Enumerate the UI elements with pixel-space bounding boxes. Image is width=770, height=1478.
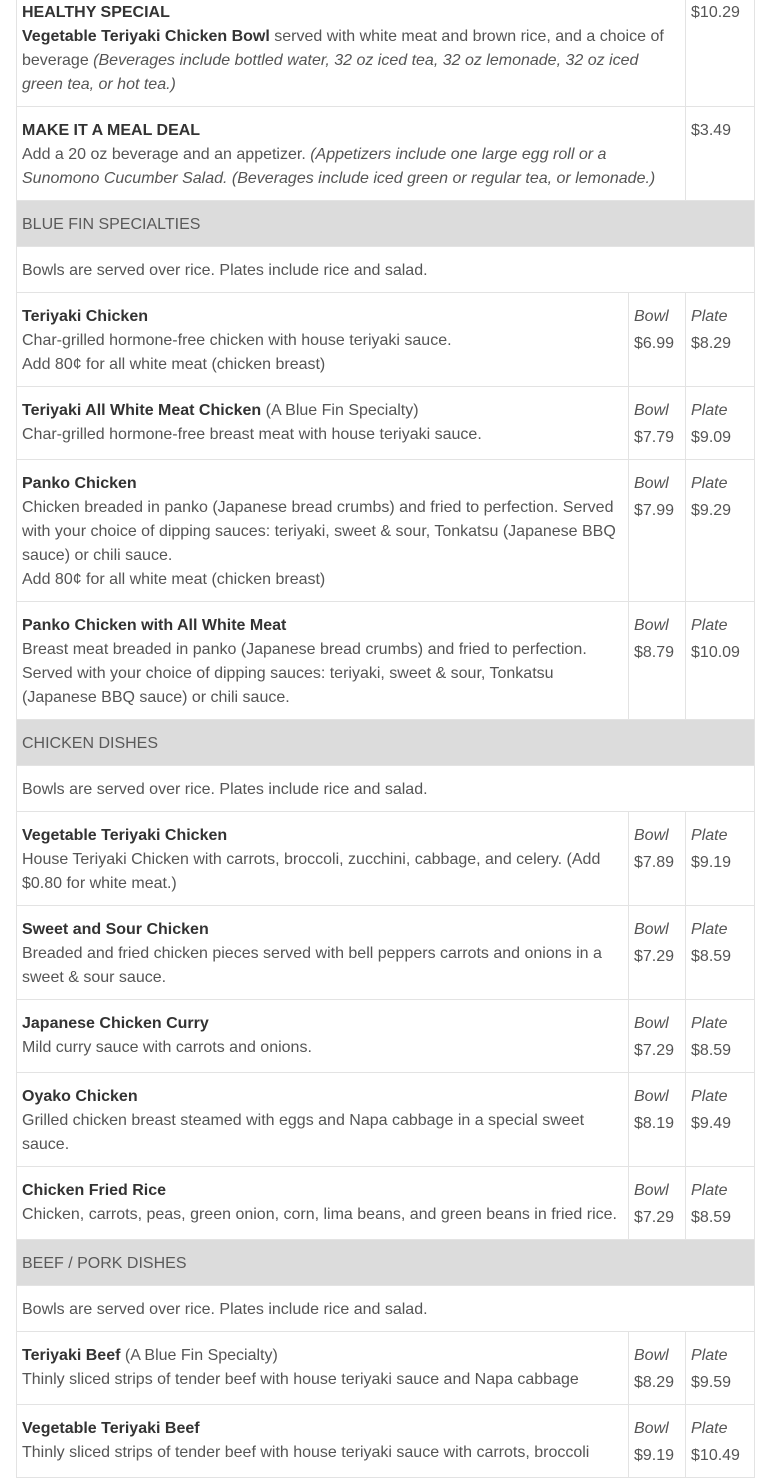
- bowl-price-cell: [629, 1000, 686, 1073]
- bowl-price: $8.29: [634, 1374, 675, 1391]
- menu-item-row: [17, 1073, 755, 1167]
- menu-item-row: [17, 602, 755, 720]
- special-text: Add a 20 oz beverage and an appetizer.: [22, 146, 311, 163]
- menu-item-text: Thinly sliced strips of tender beef with house teriyaki sauce and Napa cabbage: [22, 1371, 579, 1388]
- menu-item-name: Teriyaki Beef: [22, 1347, 121, 1364]
- menu-item-description: [17, 812, 629, 906]
- plate-price: $9.19: [691, 854, 732, 871]
- category-title: CHICKEN DISHES: [17, 720, 755, 766]
- menu-item-description: [17, 1000, 629, 1073]
- menu-item-row: [17, 1167, 755, 1240]
- special-price: $10.29: [686, 0, 755, 107]
- menu-item-row: [17, 293, 755, 387]
- menu-item-description: [17, 1167, 629, 1240]
- plate-price: $9.09: [691, 429, 732, 446]
- bowl-label: Bowl: [634, 1347, 669, 1364]
- menu-item-suffix: (A Blue Fin Specialty): [261, 402, 419, 419]
- bowl-price: $7.29: [634, 1042, 675, 1059]
- plate-label: Plate: [691, 921, 728, 938]
- plate-price-cell: [686, 1000, 755, 1073]
- bowl-label: Bowl: [634, 921, 669, 938]
- menu-item-name: Teriyaki All White Meat Chicken: [22, 402, 262, 419]
- menu-item-text: Char-grilled hormone-free chicken with house teriyaki sauce.: [22, 332, 452, 349]
- menu-item-name: Teriyaki Chicken: [22, 308, 148, 325]
- plate-label: Plate: [691, 475, 728, 492]
- category-intro: Bowls are served over rice. Plates include rice and salad.: [17, 766, 755, 812]
- plate-price: $10.49: [691, 1447, 740, 1464]
- plate-price-cell: [686, 293, 755, 387]
- bowl-label: Bowl: [634, 827, 669, 844]
- category-header-row: [17, 1240, 755, 1286]
- special-text: served with white meat and brown rice, and a choice of beverage: [22, 28, 664, 69]
- plate-price: $8.59: [691, 948, 732, 965]
- special-description: [17, 0, 686, 107]
- bowl-price-cell: [629, 602, 686, 720]
- menu-item-text: Breast meat breaded in panko (Japanese bread crumbs) and fried to perfection. Served with your choice of dipping sauces: teriyaki, sweet & sour, Tonkatsu (Japanese BBQ sauce) or chili sauce.: [22, 641, 587, 706]
- category-intro: Bowls are served over rice. Plates include rice and salad.: [17, 247, 755, 293]
- special-note: (Beverages include bottled water, 32 oz iced tea, 32 oz lemonade, 32 oz iced green tea, or hot tea.): [22, 52, 639, 93]
- bowl-price: $7.29: [634, 1209, 675, 1226]
- menu-item-row: [17, 1332, 755, 1405]
- category-header-row: [17, 720, 755, 766]
- plate-label: Plate: [691, 1015, 728, 1032]
- category-title: BEEF / PORK DISHES: [17, 1240, 755, 1286]
- menu-item-suffix: (A Blue Fin Specialty): [120, 1347, 278, 1364]
- menu-item-name: Panko Chicken: [22, 475, 137, 492]
- special-heading: MAKE IT A MEAL DEAL: [22, 122, 201, 139]
- category-intro-row: [17, 766, 755, 812]
- plate-price: $8.59: [691, 1042, 732, 1059]
- plate-price-cell: [686, 460, 755, 602]
- menu-item-name: Japanese Chicken Curry: [22, 1015, 209, 1032]
- bowl-price-cell: [629, 1073, 686, 1167]
- menu-item-row: [17, 387, 755, 460]
- bowl-price-cell: [629, 1167, 686, 1240]
- menu-item-text: Chicken breaded in panko (Japanese bread crumbs) and fried to perfection. Served with your choice of dipping sauces: teriyaki, sweet & sour, Tonkatsu (Japanese BBQ sauce) or chili sauce.: [22, 499, 616, 564]
- plate-label: Plate: [691, 1088, 728, 1105]
- bowl-price: $9.19: [634, 1447, 675, 1464]
- plate-price-cell: [686, 1073, 755, 1167]
- plate-label: Plate: [691, 308, 728, 325]
- category-title: BLUE FIN SPECIALTIES: [17, 201, 755, 247]
- menu-item-name: Panko Chicken with All White Meat: [22, 617, 287, 634]
- bowl-label: Bowl: [634, 1182, 669, 1199]
- plate-price: $8.59: [691, 1209, 732, 1226]
- menu-item-name: Oyako Chicken: [22, 1088, 138, 1105]
- plate-price-cell: [686, 602, 755, 720]
- bowl-price-cell: [629, 387, 686, 460]
- menu-item-text: Breaded and fried chicken pieces served with bell peppers carrots and onions in a sweet & sour sauce.: [22, 945, 602, 986]
- bowl-price: $8.19: [634, 1115, 675, 1132]
- menu-item-description: [17, 293, 629, 387]
- menu-item-name: Vegetable Teriyaki Chicken: [22, 827, 228, 844]
- menu-item-description: [17, 1073, 629, 1167]
- category-header-row: [17, 201, 755, 247]
- bowl-price-cell: [629, 1332, 686, 1405]
- bowl-label: Bowl: [634, 1015, 669, 1032]
- menu-item-text: Thinly sliced strips of tender beef with house teriyaki sauce with carrots, broccoli: [22, 1444, 590, 1461]
- bowl-price-cell: [629, 812, 686, 906]
- bowl-price: $7.89: [634, 854, 675, 871]
- bowl-price: $7.29: [634, 948, 675, 965]
- menu-item-text: Grilled chicken breast steamed with eggs and Napa cabbage in a special sweet sauce.: [22, 1112, 585, 1153]
- plate-price-cell: [686, 1332, 755, 1405]
- bowl-label: Bowl: [634, 308, 669, 325]
- menu-item-text: Add 80¢ for all white meat (chicken breast): [22, 571, 326, 588]
- special-description: [17, 107, 686, 201]
- bowl-price: $8.79: [634, 644, 675, 661]
- plate-label: Plate: [691, 1182, 728, 1199]
- plate-label: Plate: [691, 827, 728, 844]
- menu-item-description: [17, 460, 629, 602]
- menu-item-name: Sweet and Sour Chicken: [22, 921, 209, 938]
- plate-price-cell: [686, 812, 755, 906]
- special-row: [17, 107, 755, 201]
- plate-price: $9.59: [691, 1374, 732, 1391]
- menu-item-description: [17, 1405, 629, 1478]
- bowl-label: Bowl: [634, 475, 669, 492]
- plate-label: Plate: [691, 1347, 728, 1364]
- menu-item-name: Chicken Fried Rice: [22, 1182, 167, 1199]
- bowl-label: Bowl: [634, 402, 669, 419]
- menu-item-description: [17, 387, 629, 460]
- menu-item-text: Char-grilled hormone-free breast meat with house teriyaki sauce.: [22, 426, 482, 443]
- bowl-price: $7.79: [634, 429, 675, 446]
- menu-item-row: [17, 460, 755, 602]
- bowl-price-cell: [629, 906, 686, 1000]
- bowl-price-cell: [629, 293, 686, 387]
- special-row: [17, 0, 755, 107]
- menu-item-text: Mild curry sauce with carrots and onions.: [22, 1039, 312, 1056]
- bowl-label: Bowl: [634, 1088, 669, 1105]
- category-intro-row: [17, 247, 755, 293]
- special-note: (Appetizers include one large egg roll or a Sunomono Cucumber Salad. (Beverages include iced green or regular tea, or lemonade.): [22, 146, 656, 187]
- plate-price: $10.09: [691, 644, 740, 661]
- special-price: $3.49: [686, 107, 755, 201]
- plate-price-cell: [686, 1405, 755, 1478]
- bowl-price: $6.99: [634, 335, 675, 352]
- menu-item-text: Chicken, carrots, peas, green onion, corn, lima beans, and green beans in fried rice.: [22, 1206, 617, 1223]
- menu-item-row: [17, 812, 755, 906]
- plate-label: Plate: [691, 617, 728, 634]
- plate-price-cell: [686, 1167, 755, 1240]
- bowl-label: Bowl: [634, 1420, 669, 1437]
- menu-body: [17, 0, 755, 1478]
- plate-price: $9.49: [691, 1115, 732, 1132]
- menu-item-text: House Teriyaki Chicken with carrots, broccoli, zucchini, cabbage, and celery. (Add $0.80 for white meat.): [22, 851, 601, 892]
- special-heading: HEALTHY SPECIAL: [22, 4, 170, 21]
- category-intro: Bowls are served over rice. Plates include rice and salad.: [17, 1286, 755, 1332]
- menu-item-row: [17, 906, 755, 1000]
- menu-item-description: [17, 906, 629, 1000]
- plate-price-cell: [686, 906, 755, 1000]
- plate-price-cell: [686, 387, 755, 460]
- bowl-label: Bowl: [634, 617, 669, 634]
- menu-item-row: [17, 1000, 755, 1073]
- menu-table: [16, 0, 755, 1478]
- plate-price: $9.29: [691, 502, 732, 519]
- menu-item-description: [17, 1332, 629, 1405]
- menu-item-description: [17, 602, 629, 720]
- bowl-price-cell: [629, 460, 686, 602]
- plate-label: Plate: [691, 402, 728, 419]
- bowl-price-cell: [629, 1405, 686, 1478]
- menu-item-row: [17, 1405, 755, 1478]
- menu-item-text: Add 80¢ for all white meat (chicken breast): [22, 356, 326, 373]
- plate-price: $8.29: [691, 335, 732, 352]
- plate-label: Plate: [691, 1420, 728, 1437]
- special-title: Vegetable Teriyaki Chicken Bowl: [22, 28, 270, 45]
- menu-item-name: Vegetable Teriyaki Beef: [22, 1420, 200, 1437]
- bowl-price: $7.99: [634, 502, 675, 519]
- category-intro-row: [17, 1286, 755, 1332]
